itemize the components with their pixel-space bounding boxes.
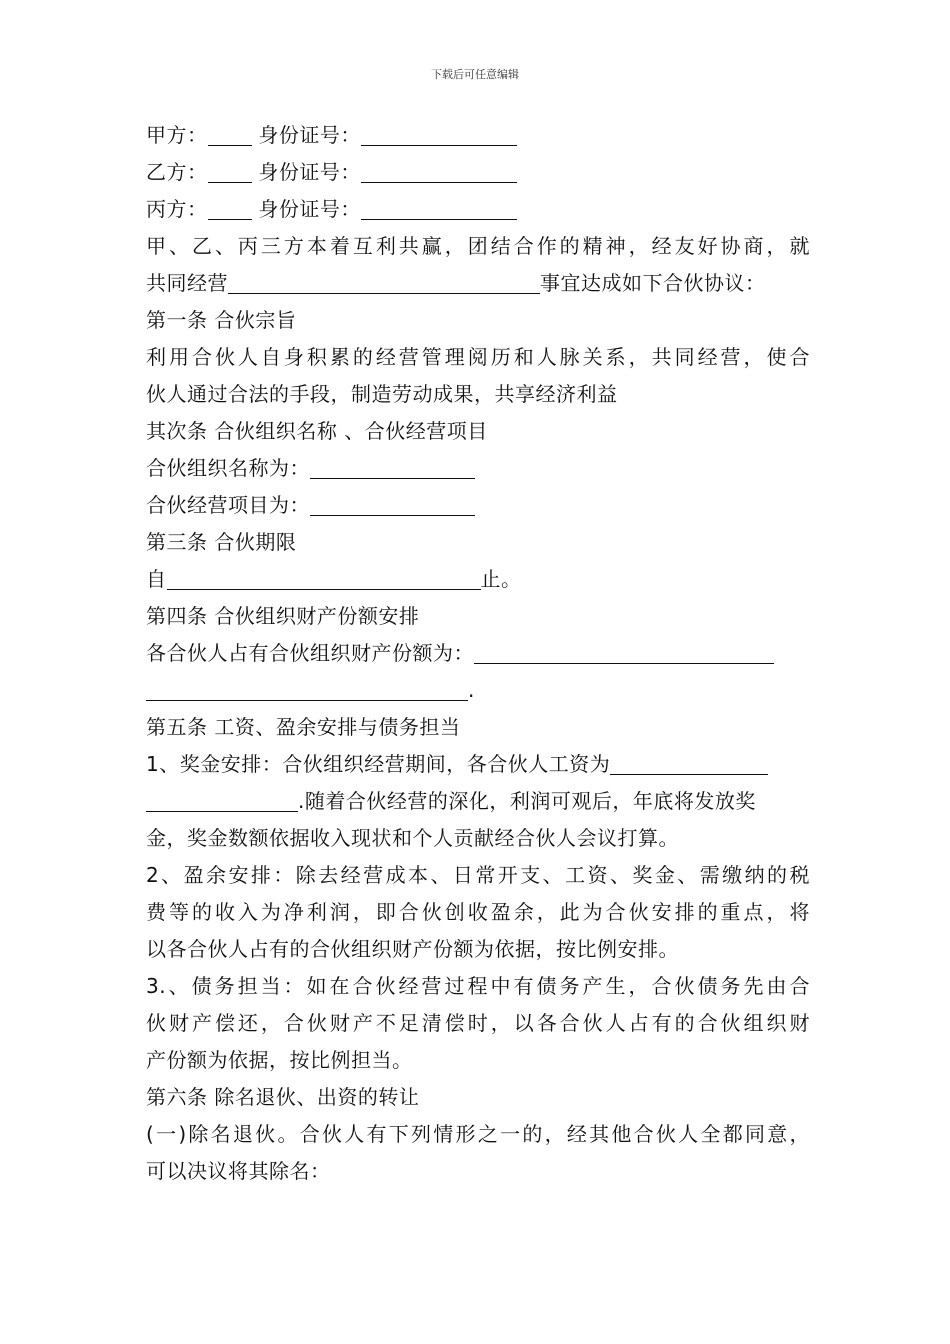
term-from-label: 自 (146, 567, 167, 591)
term-end-label: 止。 (480, 567, 522, 591)
bonus-text: .随着合伙经营的深化，利润可观后，年底将发放奖 (298, 789, 756, 813)
term-line (146, 561, 810, 598)
article-heading: 第三条 合伙期限 (146, 530, 297, 554)
party-a-name-blank (208, 121, 252, 146)
term-blank (167, 565, 481, 590)
project-blank (310, 491, 475, 516)
party-b-id-blank (361, 158, 517, 183)
share-line (146, 635, 810, 672)
paragraph-line: 伙人通过合法的手段，制造劳动成果，共享经济利益 (146, 382, 618, 406)
document-body (146, 117, 810, 1190)
party-b-name-blank (208, 158, 252, 183)
bonus-line-cont (146, 783, 810, 820)
party-b-line (146, 154, 810, 191)
party-b-label: 乙方： (146, 160, 208, 184)
party-c-line (146, 191, 810, 228)
party-c-id-blank (361, 195, 517, 220)
paragraph-line: 金，奖金数额依据收入现状和个人贡献经合伙人会议打算。 (146, 826, 679, 850)
org-name-line (146, 450, 810, 487)
party-b-id-label: 身份证号： (258, 160, 361, 184)
joint-operation-label: 共同经营 (146, 271, 228, 295)
share-blank (474, 639, 774, 664)
party-a-line (146, 117, 810, 154)
business-blank (228, 269, 540, 294)
period-mark: . (468, 678, 475, 702)
bonus-line (146, 746, 810, 783)
project-label: 合伙经营项目为： (146, 493, 310, 517)
org-name-blank (310, 454, 475, 479)
paragraph-line: 利用合伙人自身积累的经营管理阅历和人脉关系，共同经营，使合 (146, 345, 810, 369)
article-heading: 第四条 合伙组织财产份额安排 (146, 604, 420, 628)
article-heading: 第五条 工资、盈余安排与债务担当 (146, 715, 461, 739)
party-a-id-label: 身份证号： (258, 123, 361, 147)
paragraph-line: 2、盈余安排：除去经营成本、日常开支、工资、奖金、需缴纳的税 (146, 863, 810, 887)
page-header: 下载后可任意编辑 (431, 68, 519, 81)
agreement-text: 事宜达成如下合伙协议： (540, 271, 766, 295)
party-a-label: 甲方： (146, 123, 208, 147)
salary-blank-2 (146, 787, 298, 812)
share-line-cont (146, 672, 810, 709)
party-c-label: 丙方： (146, 197, 208, 221)
share-blank-2 (146, 676, 468, 701)
party-c-id-label: 身份证号： (258, 197, 361, 221)
paragraph-line: 费等的收入为净利润，即合伙创收盈余，此为合伙安排的重点，将 (146, 900, 810, 924)
paragraph-line: 以各合伙人占有的合伙组织财产份额为依据，按比例安排。 (146, 937, 679, 961)
paragraph-line: (一)除名退伙。合伙人有下列情形之一的，经其他合伙人全都同意， (146, 1122, 810, 1146)
bonus-label: 1、奖金安排：合伙组织经营期间，各合伙人工资为 (146, 752, 611, 776)
paragraph-line: 可以决议将其除名： (146, 1159, 331, 1183)
article-heading: 第六条 除名退伙、出资的转让 (146, 1085, 420, 1109)
share-label: 各合伙人占有合伙组织财产份额为： (146, 641, 474, 665)
paragraph-line: 产份额为依据，按比例担当。 (146, 1048, 413, 1072)
paragraph-line: 伙财产偿还，合伙财产不足清偿时，以各合伙人占有的合伙组织财 (146, 1011, 810, 1035)
article-heading: 其次条 合伙组织名称 、合伙经营项目 (146, 419, 488, 443)
party-a-id-blank (361, 121, 517, 146)
paragraph-line (146, 265, 810, 302)
paragraph-line: 3.、债务担当：如在合伙经营过程中有债务产生，合伙债务先由合 (146, 974, 810, 998)
salary-blank (610, 750, 768, 775)
article-heading: 第一条 合伙宗旨 (146, 308, 297, 332)
party-c-name-blank (208, 195, 252, 220)
org-name-label: 合伙组织名称为： (146, 456, 310, 480)
paragraph-line: 甲、乙、丙三方本着互利共赢，团结合作的精神，经友好协商，就 (146, 234, 810, 258)
project-line (146, 487, 810, 524)
